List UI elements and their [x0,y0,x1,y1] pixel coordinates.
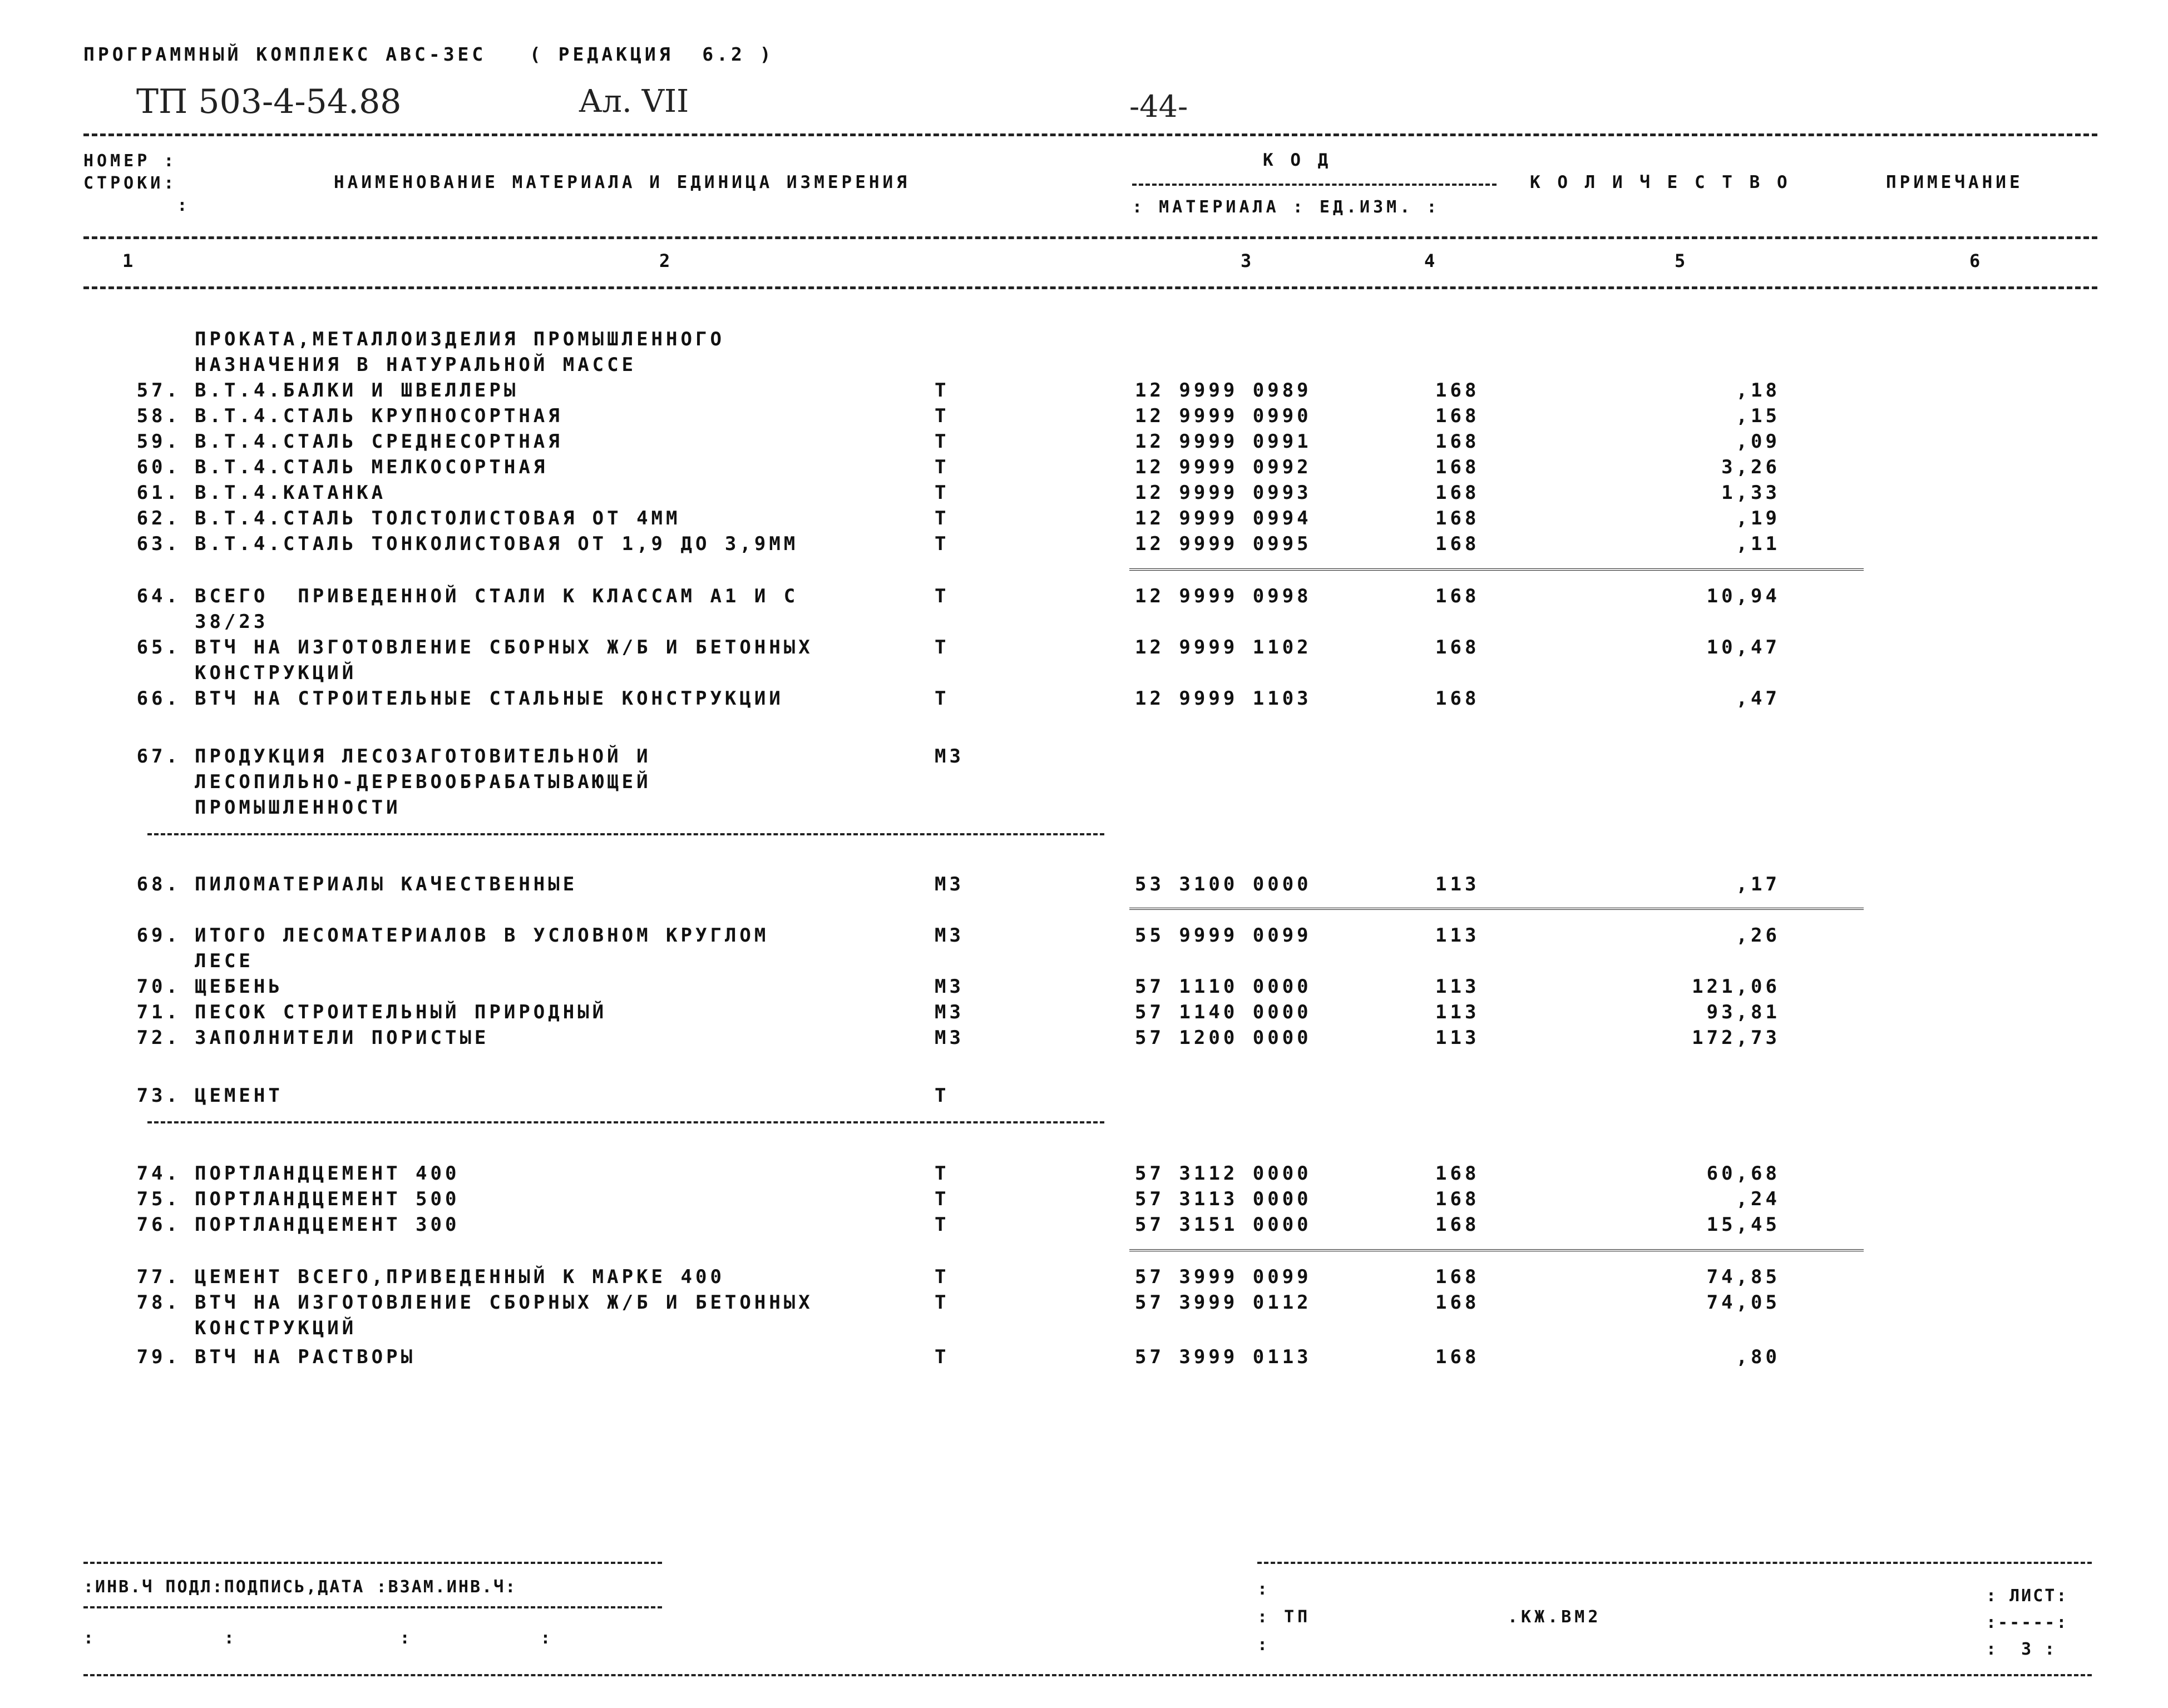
footer-stamp-rule-mid [83,1606,662,1608]
col-number-4: 4 [1424,250,1439,271]
table-row: 69. ИТОГО ЛЕСОМАТЕРИАЛОВ В УСЛОВНОМ КРУГЛОМ М3 55 9999 0099 113 ,26 [136,924,1780,947]
table-row: 74. ПОРТЛАНДЦЕМЕНТ 400 Т 57 3112 0000 168 60,68 [136,1162,1780,1185]
table-row: 58. В.Т.4.СТАЛЬ КРУПНОСОРТНАЯ Т 12 9999 0990 168 ,15 [136,405,1780,427]
table-row: 62. В.Т.4.СТАЛЬ ТОЛСТОЛИСТОВАЯ ОТ 4ММ Т 12 9999 0994 168 ,19 [136,507,1780,529]
table-row: 67. ПРОДУКЦИЯ ЛЕСОЗАГОТОВИТЕЛЬНОЙ И М3 [136,745,964,768]
row-continuation: ПРОМЫШЛЕННОСТИ [195,796,401,819]
table-row: 73. ЦЕМЕНТ Т [136,1085,950,1107]
col-number-1: 1 [122,250,137,271]
subtotal-rule [1129,908,1864,914]
page-number: -44- [1129,89,1188,124]
program-title: ПРОГРАММНЫЙ КОМПЛЕКС АВС-3ЕС ( РЕДАКЦИЯ 6.2 ) [83,43,774,65]
table-row: 61. В.Т.4.КАТАНКА Т 12 9999 0993 168 1,33 [136,482,1780,504]
col-code-header: К О Д [1263,150,1332,170]
header-rule-top [83,133,2097,136]
footer-doc-code: .КЖ.ВМ2 [1508,1607,1602,1627]
table-row: 59. В.Т.4.СТАЛЬ СРЕДНЕСОРТНАЯ Т 12 9999 0991 168 ,09 [136,430,1780,453]
footer-sheet-number: : 3 : [1986,1640,2057,1659]
footer-stamp-rule-top [83,1562,662,1564]
table-row: 75. ПОРТЛАНДЦЕМЕНТ 500 Т 57 3113 0000 168 ,24 [136,1188,1780,1210]
group-title-line2: НАЗНАЧЕНИЯ В НАТУРАЛЬНОЙ МАССЕ [195,354,637,376]
col-row-number-header: НОМЕР : СТРОКИ: : [83,151,191,215]
group-title-line1: ПРОКАТА,МЕТАЛЛОИЗДЕЛИЯ ПРОМЫШЛЕННОГО [195,328,725,350]
footer-sheet-sep: :-----: [1986,1613,2068,1632]
table-row: 64. ВСЕГО ПРИВЕДЕННОЙ СТАЛИ К КЛАССАМ А1 И С Т 12 9999 0998 168 10,94 [136,585,1780,607]
table-row: 63. В.Т.4.СТАЛЬ ТОНКОЛИСТОВАЯ ОТ 1,9 ДО 3,9ММ Т 12 9999 0995 168 ,11 [136,533,1780,555]
footer-rule-bottom [83,1674,2092,1676]
table-row: 72. ЗАПОЛНИТЕЛИ ПОРИСТЫЕ М3 57 1200 0000 113 172,73 [136,1027,1780,1049]
table-row: 60. В.Т.4.СТАЛЬ МЕЛКОСОРТНАЯ Т 12 9999 0992 168 3,26 [136,456,1780,478]
header-rule-mid [83,236,2097,239]
group-rule [147,1121,1104,1123]
footer-doc-prefix: : ТП [1257,1607,1311,1627]
table-row: 68. ПИЛОМАТЕРИАЛЫ КАЧЕСТВЕННЫЕ М3 53 3100 0000 113 ,17 [136,873,1780,895]
col-number-2: 2 [659,250,674,271]
col-code-subheader: : МАТЕРИАЛА : ЕД.ИЗМ. : [1132,197,1440,217]
project-code: ТП 503-4-54.88 [136,82,402,121]
col-note-header: ПРИМЕЧАНИЕ [1886,172,2023,192]
footer-left-colon: : [1257,1580,1271,1599]
row-continuation: ЛЕСОПИЛЬНО-ДЕРЕВООБРАБАТЫВАЮЩЕЙ [195,771,651,793]
footer-doc-rule-top [1257,1562,2092,1564]
table-row: 66. ВТЧ НА СТРОИТЕЛЬНЫЕ СТАЛЬНЫЕ КОНСТРУКЦИИ Т 12 9999 1103 168 ,47 [136,687,1780,710]
table-row: 71. ПЕСОК СТРОИТЕЛЬНЫЙ ПРИРОДНЫЙ М3 57 1140 0000 113 93,81 [136,1001,1780,1023]
row-continuation: 38/23 [195,611,269,633]
group-rule [147,833,1104,835]
table-row: 70. ЩЕБЕНЬ М3 57 1110 0000 113 121,06 [136,976,1780,998]
col-number-6: 6 [1969,250,1984,271]
table-row: 76. ПОРТЛАНДЦЕМЕНТ 300 Т 57 3151 0000 168 15,45 [136,1214,1780,1236]
table-row: 57. В.Т.4.БАЛКИ И ШВЕЛЛЕРЫ Т 12 9999 0989 168 ,18 [136,379,1780,402]
footer-sheet-label: : ЛИСТ: [1986,1586,2068,1606]
table-row: 65. ВТЧ НА ИЗГОТОВЛЕНИЕ СБОРНЫХ Ж/Б И БЕТОННЫХ Т 12 9999 1102 168 10,47 [136,636,1780,659]
col-name-header: НАИМЕНОВАНИЕ МАТЕРИАЛА И ЕДИНИЦА ИЗМЕРЕНИЯ [334,172,910,192]
row-continuation: КОНСТРУКЦИЙ [195,1317,357,1339]
table-row: 79. ВТЧ НА РАСТВОРЫ Т 57 3999 0113 168 ,80 [136,1346,1780,1368]
col-quantity-header: К О Л И Ч Е С Т В О [1530,172,1791,192]
header-rule-bottom [83,286,2097,289]
table-row: 77. ЦЕМЕНТ ВСЕГО,ПРИВЕДЕННЫЙ К МАРКЕ 400 Т 57 3999 0099 168 74,85 [136,1266,1780,1288]
row-continuation: КОНСТРУКЦИЙ [195,662,357,684]
table-row: 78. ВТЧ НА ИЗГОТОВЛЕНИЕ СБОРНЫХ Ж/Б И БЕТОННЫХ Т 57 3999 0112 168 74,05 [136,1291,1780,1314]
subtotal-rule [1129,1249,1864,1256]
row-continuation: ЛЕСЕ [195,950,254,972]
album-label: Ал. VII [579,83,689,120]
col-number-5: 5 [1675,250,1689,271]
footer-stamp-header: :ИНВ.Ч ПОДЛ:ПОДПИСЬ,ДАТА :ВЗАМ.ИНВ.Ч: [83,1577,517,1597]
subtotal-rule [1129,568,1864,575]
footer-left-colon: : [1257,1635,1271,1655]
footer-stamp-cells: : : : : [83,1628,552,1648]
code-header-divider [1132,184,1497,186]
col-number-3: 3 [1241,250,1255,271]
